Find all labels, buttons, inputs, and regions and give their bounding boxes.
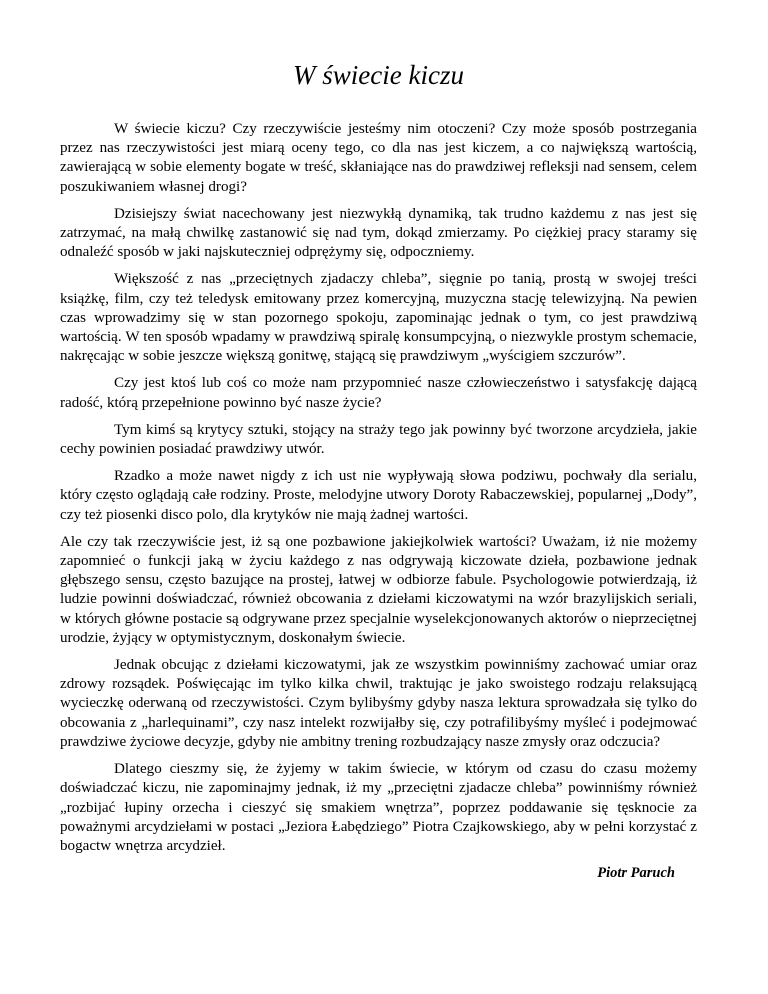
paragraph-4: Czy jest ktoś lub coś co może nam przypomnieć nasze człowieczeństwo i satysfakcję dającą radość, którą przepełnione powinno być nasze życie?: [60, 375, 697, 411]
document-body: [60, 120, 697, 883]
document-page: [60, 0, 697, 883]
author-signature: Piotr Paruch: [597, 865, 675, 882]
paragraph-2: Dzisiejszy świat nacechowany jest niezwykłą dynamiką, tak trudno każdemu z nas jest się zatrzymać, na małą chwilkę zastanowić się nad tym, dokąd zmierzamy. Po ciężkiej pracy staramy się odnaleźć sposób w jaki najskuteczniej odprężymy się, odpoczniemy.: [60, 205, 697, 261]
paragraph-9: Dlatego cieszmy się, że żyjemy w takim świecie, w którym od czasu do czasu możemy doświadczać kiczu, nie zapominajmy jednak, iż my „przeciętni zjadacze chleba” powinniśmy również „rozbijać łupiny orzecha i cieszyć się smakiem wnętrza”, poprzez poddawanie się tęsknocie za poważnymi arcydziełami w postaci „Jeziora Łabędziego” Piotra Czajkowskiego, aby w pełni korzystać z bogactw wnętrza arcydzieł.: [60, 761, 697, 854]
paragraph-7: Ale czy tak rzeczywiście jest, iż są one pozbawione jakiejkolwiek wartości? Uważam, iż nie możemy zapomnieć o funkcji jaką w życiu każdego z nas odgrywają kiczowate dzieła, pozbawione jednak głębszego sensu, często bazujące na prostej, łatwej w odbiorze fabule. Psychologowie potwierdzają, iż ludzie powinni doświadczać, również obcowania z dziełami kiczowatymi na wzór brazylijskich seriali, w których główne postacie są odgrywane przez specjalnie wyselekcjonowanych aktorów o nieprzeciętnej urodzie, żyjący w optymistycznym, doskonałym świecie.: [60, 533, 697, 646]
paragraph-5: Tym kimś są krytycy sztuki, stojący na straży tego jak powinny być tworzone arcydzieła, jakie cechy powinien posiadać prawdziwy utwór.: [60, 421, 697, 458]
paragraph-6: Rzadko a może nawet nigdy z ich ust nie wypływają słowa podziwu, pochwały dla serialu, który często oglądają całe rodziny. Proste, melodyjne utwory Doroty Rabaczewskiej, popularnej „Dody”, czy też piosenki disco polo, dla krytyków nie mają żadnej wartości.: [60, 468, 697, 523]
document-title: W świecie kiczu: [293, 60, 464, 90]
paragraph-3: Większość z nas „przeciętnych zjadaczy chleba”, sięgnie po tanią, prostą w swojej treści książkę, film, czy też teledysk emitowany przez komercyjną, muzyczna stację telewizyjną. Na pewien czas wprowadzimy się w stan pozornego spokoju, zapominając jednak o tym, co jest prawdziwą wartością. W ten sposób wpadamy w prawdziwą spiralę konsumpcyjną, o niezwykle prostym schemacie, nakręcając w sobie jeszcze większą gonitwę, stającą się prawdziwym „wyścigiem szczurów”.: [60, 271, 697, 365]
paragraph-1: W świecie kiczu? Czy rzeczywiście jesteśmy nim otoczeni? Czy może sposób postrzegania przez nas rzeczywistości jest miarą oceny tego, co dla nas jest kiczem, a co największą wartością, zawierającą w sobie elementy bogate w treść, skłaniające nas do prawdziwej refleksji nad sensem, celem poszukiwaniem własnej drogi?: [60, 121, 697, 195]
paragraph-8: Jednak obcując z dziełami kiczowatymi, jak ze wszystkim powinniśmy zachować umiar oraz zdrowy rozsądek. Poświęcając im tylko kilka chwil, traktując je jako swoistego rodzaju relaksującą wycieczkę oderwaną od rzeczywistości. Czym bylibyśmy gdyby nasza lektura sprowadzała się tylko do obcowania z „harlequinami”, czy nasz intelekt rozwijałby się, czy potrafilibyśmy myśleć i podejmować prawdziwe życiowe decyzje, gdyby nie ambitny trening rozbudzający nasze zmysły oraz odczucia?: [60, 657, 697, 750]
